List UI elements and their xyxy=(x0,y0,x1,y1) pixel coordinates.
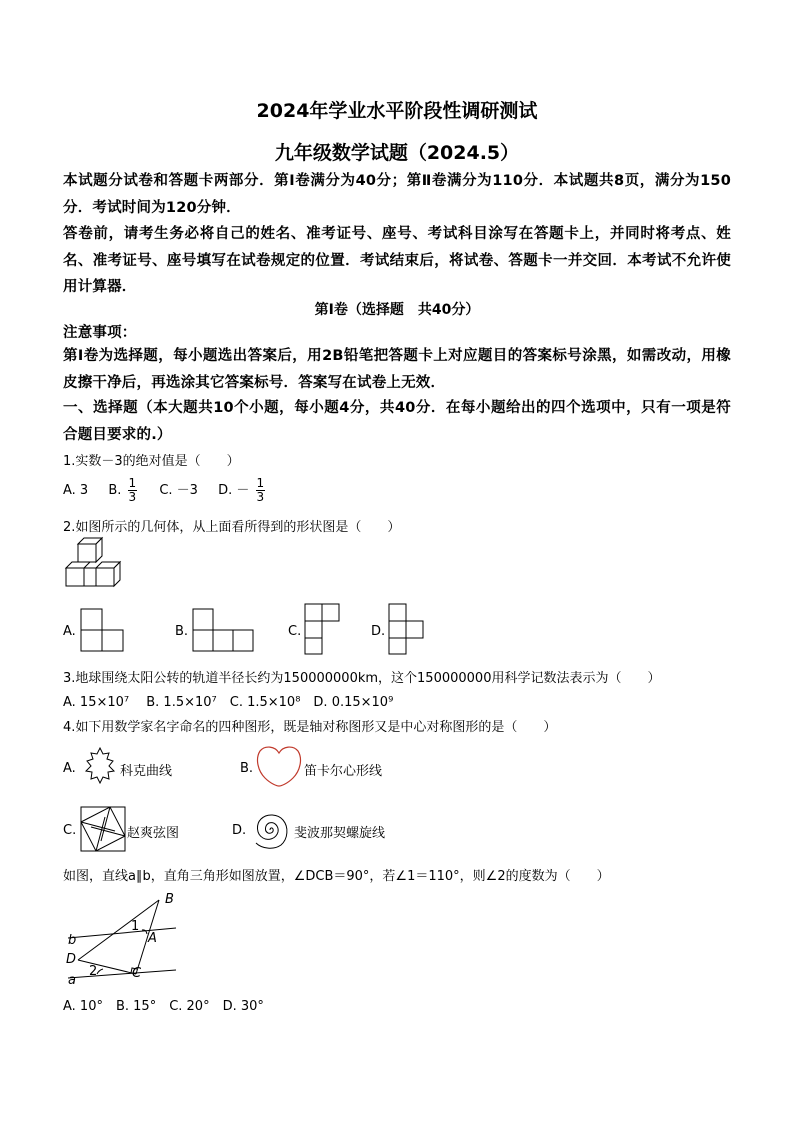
q1-option-d-prefix: D. － xyxy=(218,483,250,498)
koch-curve-figure xyxy=(78,746,122,790)
line-b xyxy=(68,928,176,938)
notice-label: 注意事项： xyxy=(63,325,137,341)
q2-option-c-label: C. xyxy=(288,624,302,639)
q1-options xyxy=(63,477,283,504)
q4-option-b-label: B. xyxy=(240,761,254,776)
q3-options: A. 15×10⁷ B. 1.5×10⁷ C. 1.5×10⁸ D. 0.15×10⁹ xyxy=(63,695,394,710)
segment-dc xyxy=(78,960,136,974)
q1-option-d-fraction xyxy=(256,477,266,504)
zhao-shuang-diagram-figure xyxy=(80,806,126,852)
q1-option-b-prefix: B. xyxy=(108,483,122,498)
cube-solid-figure xyxy=(64,538,124,596)
q4-stem: 4.如下用数学家名字命名的四种图形，既是轴对称图形又是中心对称图形的是（ ） xyxy=(63,720,557,735)
zhao-shuang-label: 赵爽弦图 xyxy=(127,826,180,841)
koch-curve-label: 科克曲线 xyxy=(120,764,173,779)
q2-option-b-figure xyxy=(192,608,254,652)
q2-option-a-figure xyxy=(80,608,124,652)
section-heading: 第Ⅰ卷（选择题 共40分） xyxy=(314,302,480,318)
label-a: a xyxy=(68,973,76,988)
q1-option-d xyxy=(218,477,267,504)
notice-text: 第Ⅰ卷为选择题，每小题选出答案后，用2B铅笔把答题卡上对应题目的答案标号涂黑，如需改动，用橡皮擦干净后，再选涂其它答案标号．答案写在试卷上无效． xyxy=(63,348,731,391)
label-B: B xyxy=(165,892,174,907)
q1-d-denominator: 3 xyxy=(256,490,265,504)
fibonacci-spiral-figure xyxy=(248,808,292,852)
q1-stem: 1.实数－3的绝对值是（ ） xyxy=(63,454,240,469)
q1-b-denominator: 3 xyxy=(128,490,137,504)
line-a xyxy=(68,970,176,978)
q4-option-c-label: C. xyxy=(63,823,77,838)
label-b: b xyxy=(68,933,77,948)
q2-option-c-figure xyxy=(304,603,340,655)
segment-bd xyxy=(78,900,159,960)
exam-title: 2024年学业水平阶段性调研测试 xyxy=(256,100,538,122)
fibonacci-spiral-label: 斐波那契螺旋线 xyxy=(294,826,386,841)
q1-option-b xyxy=(108,477,139,504)
q1-option-c: C. －3 xyxy=(159,483,198,498)
angle-2-arc xyxy=(97,969,103,974)
q3-stem: 3.地球围绕太阳公转的轨道半径长约为150000000km，这个150000000用科学记数法表示为（ ） xyxy=(63,671,661,686)
cardioid-label: 笛卡尔心形线 xyxy=(304,764,383,779)
q5-options: A. 10° B. 15° C. 20° D. 30° xyxy=(63,999,264,1014)
q2-option-d-label: D. xyxy=(371,624,386,639)
q1-option-a: A. 3 xyxy=(63,483,89,498)
q2-stem: 2.如图所示的几何体，从上面看所得到的形状图是（ ） xyxy=(63,520,401,535)
intro-paragraph-1: 本试题分试卷和答题卡两部分．第Ⅰ卷满分为40分；第Ⅱ卷满分为110分．本试题共8页，满分为150分．考试时间为120分钟． xyxy=(63,173,731,216)
cardioid-path xyxy=(258,747,301,786)
q5-stem: 如图，直线a∥b，直角三角形如图放置，∠DCB＝90°，若∠1＝110°，则∠2的度数为（ ） xyxy=(63,869,610,884)
exam-subtitle: 九年级数学试题（2024.5） xyxy=(274,142,520,164)
q1-d-numerator: 1 xyxy=(256,476,265,490)
label-D: D xyxy=(66,952,77,967)
q2-option-d-figure xyxy=(388,603,424,655)
q4-option-a-label: A. xyxy=(63,761,76,776)
q1-b-numerator: 1 xyxy=(128,476,137,490)
intro-paragraph-2: 答卷前，请考生务必将自己的姓名、准考证号、座号、考试科目涂写在答题卡上，并同时将考点、姓名、准考证号、座号填写在试卷规定的位置．考试结束后，将试卷、答题卡一并交回．本考试不允许使用计算器． xyxy=(63,226,731,295)
q4-option-d-label: D. xyxy=(232,823,247,838)
cardioid-figure xyxy=(255,745,303,787)
q2-option-a-label: A. xyxy=(63,624,76,639)
q1-option-b-fraction xyxy=(128,477,138,504)
label-angle-2: 2 xyxy=(89,964,98,979)
part-title: 一、选择题（本大题共10个小题，每小题4分，共40分．在每小题给出的四个选项中，只有一项是符合题目要求的.） xyxy=(63,400,731,443)
label-angle-1: 1 xyxy=(131,919,140,934)
q2-option-b-label: B. xyxy=(175,624,189,639)
label-C: C xyxy=(132,966,142,981)
label-A: A xyxy=(148,931,157,946)
